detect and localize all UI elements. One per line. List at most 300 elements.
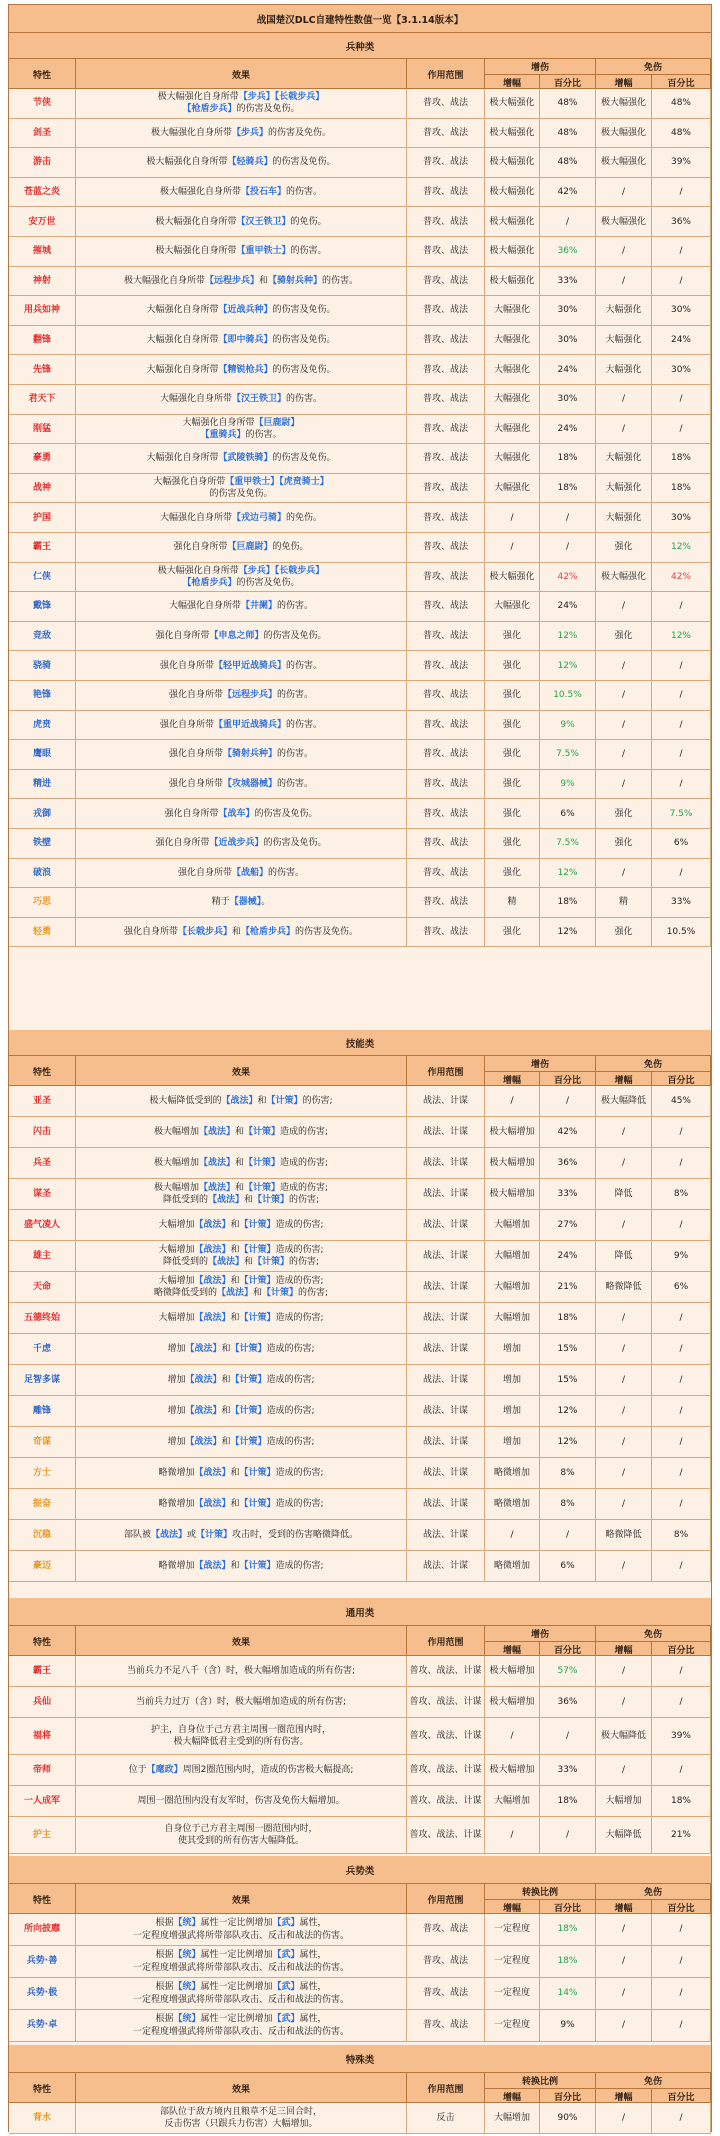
value-ra: / bbox=[621, 2112, 626, 2123]
value-ba: 强化 bbox=[502, 808, 521, 819]
cell-rp bbox=[652, 326, 711, 355]
cell-bp bbox=[540, 474, 596, 503]
value-ra: 大幅强化 bbox=[605, 483, 642, 494]
cell-ba bbox=[485, 1978, 540, 2009]
cell-bp bbox=[540, 1427, 596, 1457]
table-row bbox=[9, 503, 711, 533]
value-ba: 增加 bbox=[502, 1374, 521, 1385]
header-boost-amp: 增幅 bbox=[485, 1899, 540, 1914]
trait-name: 游击 bbox=[32, 157, 51, 168]
table-row bbox=[9, 622, 711, 652]
value-rp: / bbox=[679, 1665, 683, 1676]
trait-name: 神射 bbox=[32, 275, 51, 286]
table-row bbox=[9, 770, 711, 800]
cell-s bbox=[407, 119, 485, 148]
table-row bbox=[9, 1458, 711, 1489]
value-bp: 30% bbox=[557, 335, 578, 346]
value-s: 战法、计谋 bbox=[422, 1095, 468, 1106]
cell-e bbox=[76, 918, 407, 947]
header-reduce: 免伤 bbox=[596, 1626, 711, 1641]
value-ra: 极大幅强化 bbox=[600, 98, 646, 109]
value-s: 普攻、战法、计谋 bbox=[409, 1665, 482, 1676]
trait-name: 盛气凌人 bbox=[23, 1219, 60, 1230]
cell-n bbox=[9, 119, 76, 148]
cell-s bbox=[407, 918, 485, 947]
value-ba: 强化 bbox=[502, 690, 521, 701]
table-row bbox=[9, 1520, 711, 1551]
header-boost: 增伤 bbox=[485, 1626, 596, 1641]
cell-bp bbox=[540, 1489, 596, 1519]
value-s: 普攻、战法 bbox=[422, 1988, 468, 1999]
value-ra: 极大幅降低 bbox=[600, 1095, 646, 1106]
value-ba: 精 bbox=[507, 897, 517, 908]
value-ra: 大幅增加 bbox=[605, 1795, 642, 1806]
value-ra: 强化 bbox=[614, 808, 633, 819]
cell-ra bbox=[596, 1117, 652, 1147]
cell-n bbox=[9, 1148, 76, 1178]
effect-line: 当前兵力不足八千（含）时，极大幅增加造成的所有伤害; bbox=[126, 1665, 356, 1676]
trait-name: 奇谋 bbox=[32, 1436, 51, 1447]
value-s: 普攻、战法 bbox=[422, 364, 468, 375]
cell-s bbox=[407, 1687, 485, 1717]
value-s: 战法、计谋 bbox=[422, 1312, 468, 1323]
effect-line: 大幅强化自身所带【精锐枪兵】的伤害及免伤。 bbox=[146, 364, 336, 375]
trait-name: 节侠 bbox=[32, 98, 51, 109]
value-s: 战法、计谋 bbox=[422, 1157, 468, 1168]
value-bp: 18% bbox=[557, 1924, 578, 1935]
cell-ba bbox=[485, 2103, 540, 2133]
value-ba: 大幅增加 bbox=[493, 1250, 530, 1261]
effect-line: 极大幅强化自身所带【步兵】【长戟步兵】 bbox=[157, 92, 325, 103]
header-boost-amp: 增幅 bbox=[485, 2088, 540, 2103]
cell-bp bbox=[540, 1086, 596, 1116]
cell-s bbox=[407, 237, 485, 266]
cell-e bbox=[76, 2103, 407, 2133]
value-bp: 48% bbox=[557, 157, 578, 168]
value-ba: 大幅增加 bbox=[493, 1312, 530, 1323]
cell-ba bbox=[485, 1210, 540, 1240]
cell-e bbox=[76, 711, 407, 740]
value-ba: 大幅强化 bbox=[493, 335, 530, 346]
effect-line: 极大幅强化自身所带【汉王铁卫】的免伤。 bbox=[155, 216, 327, 227]
trait-name: 铁壁 bbox=[32, 838, 51, 849]
cell-s bbox=[407, 681, 485, 710]
value-ba: 极大幅强化 bbox=[489, 275, 535, 286]
cell-e bbox=[76, 148, 407, 177]
table-row bbox=[9, 1755, 711, 1786]
value-ba: 增加 bbox=[502, 1405, 521, 1416]
trait-name: 亚圣 bbox=[32, 1095, 51, 1106]
cell-ba bbox=[485, 503, 540, 532]
cell-s bbox=[407, 740, 485, 769]
cell-rp bbox=[652, 1914, 711, 1945]
cell-ra bbox=[596, 1334, 652, 1364]
value-rp: / bbox=[679, 1560, 683, 1571]
cell-ra bbox=[596, 119, 652, 148]
cell-bp bbox=[540, 533, 596, 562]
trait-name: 刚猛 bbox=[32, 423, 51, 434]
table-row bbox=[9, 1179, 711, 1210]
value-ba: 极大幅增加 bbox=[489, 1126, 535, 1137]
cell-ra bbox=[596, 355, 652, 384]
value-ba: 大幅增加 bbox=[493, 1795, 530, 1806]
table-row bbox=[9, 1817, 711, 1854]
cell-s bbox=[407, 888, 485, 917]
effect-line: 极大幅强化自身所带【步兵】的伤害及免伤。 bbox=[150, 127, 332, 138]
cell-e bbox=[76, 651, 407, 680]
cell-e bbox=[76, 1427, 407, 1457]
value-s: 普攻、战法 bbox=[422, 335, 468, 346]
value-ra: / bbox=[621, 246, 626, 257]
table-header bbox=[9, 59, 711, 89]
value-rp: 10.5% bbox=[666, 927, 696, 938]
cell-s bbox=[407, 829, 485, 858]
value-ba: 极大幅增加 bbox=[489, 1665, 535, 1676]
value-rp: 12% bbox=[670, 542, 691, 553]
cell-rp bbox=[652, 1210, 711, 1240]
effect-line: 强化自身所带【攻城器械】的伤害。 bbox=[168, 779, 314, 790]
value-s: 普攻、战法、计谋 bbox=[409, 1829, 482, 1840]
cell-s bbox=[407, 859, 485, 888]
value-bp: 18% bbox=[557, 897, 578, 908]
cell-e bbox=[76, 888, 407, 917]
cell-rp bbox=[652, 237, 711, 266]
trait-name: 剑圣 bbox=[32, 127, 51, 138]
trait-name: 福将 bbox=[32, 1730, 51, 1741]
cell-n bbox=[9, 237, 76, 266]
value-s: 普攻、战法 bbox=[422, 216, 468, 227]
value-s: 普攻、战法 bbox=[422, 660, 468, 671]
cell-rp bbox=[652, 207, 711, 236]
value-s: 战法、计谋 bbox=[422, 1467, 468, 1478]
cell-rp bbox=[652, 1241, 711, 1271]
cell-ba bbox=[485, 1520, 540, 1550]
cell-s bbox=[407, 1086, 485, 1116]
value-bp: / bbox=[565, 1829, 570, 1840]
trait-name: 兵势·极 bbox=[26, 1988, 58, 1999]
cell-bp bbox=[540, 1148, 596, 1178]
effect-line: 极大幅强化自身所带【重甲铁士】的伤害。 bbox=[155, 246, 327, 257]
cell-n bbox=[9, 622, 76, 651]
value-ba: 极大幅增加 bbox=[489, 1157, 535, 1168]
cell-bp bbox=[540, 2010, 596, 2041]
effect-line: 强化自身所带【战船】的伤害。 bbox=[177, 867, 305, 878]
value-bp: 12% bbox=[557, 1436, 578, 1447]
value-rp: 7.5% bbox=[669, 808, 693, 819]
cell-ra bbox=[596, 148, 652, 177]
value-bp: 30% bbox=[557, 305, 578, 316]
cell-n bbox=[9, 592, 76, 621]
value-ba: 大幅强化 bbox=[493, 394, 530, 405]
cell-n bbox=[9, 859, 76, 888]
cell-e bbox=[76, 1396, 407, 1426]
value-ba: 略微增加 bbox=[493, 1560, 530, 1571]
trait-name: 闪击 bbox=[32, 1126, 51, 1137]
value-bp: 42% bbox=[557, 1126, 578, 1137]
cell-s bbox=[407, 1458, 485, 1488]
cell-bp bbox=[540, 355, 596, 384]
cell-ba bbox=[485, 1914, 540, 1945]
value-ra: / bbox=[621, 1764, 626, 1775]
table-row bbox=[9, 1718, 711, 1755]
value-bp: 27% bbox=[557, 1219, 578, 1230]
cell-e bbox=[76, 2010, 407, 2041]
cell-s bbox=[407, 1755, 485, 1785]
value-rp: / bbox=[679, 423, 683, 434]
value-s: 普攻、战法、计谋 bbox=[409, 1730, 482, 1741]
header-effect: 效果 bbox=[76, 1626, 407, 1656]
value-rp: 39% bbox=[670, 1730, 691, 1741]
value-rp: 8% bbox=[673, 1529, 689, 1540]
cell-bp bbox=[540, 770, 596, 799]
value-s: 普攻、战法 bbox=[422, 601, 468, 612]
cell-e bbox=[76, 770, 407, 799]
table-row bbox=[9, 533, 711, 563]
value-bp: 10.5% bbox=[553, 690, 582, 701]
cell-ra bbox=[596, 1148, 652, 1178]
header-reduce: 免伤 bbox=[596, 2073, 711, 2088]
cell-n bbox=[9, 1365, 76, 1395]
value-rp: 42% bbox=[670, 571, 691, 582]
cell-s bbox=[407, 1551, 485, 1581]
value-s: 普攻、战法 bbox=[422, 838, 468, 849]
header-reduce: 免伤 bbox=[596, 1884, 711, 1899]
cell-e bbox=[76, 1946, 407, 1977]
cell-s bbox=[407, 1520, 485, 1550]
cell-ba bbox=[485, 385, 540, 414]
cell-e bbox=[76, 1303, 407, 1333]
cell-ba bbox=[485, 1687, 540, 1717]
cell-ba bbox=[485, 1396, 540, 1426]
value-s: 战法、计谋 bbox=[422, 1188, 468, 1199]
value-bp: 6% bbox=[560, 1560, 575, 1571]
section-title: 特殊类 bbox=[9, 2045, 711, 2073]
effect-line: 根据【统】属性一定比例增加【武】属性， bbox=[155, 1950, 327, 1961]
cell-n bbox=[9, 1396, 76, 1426]
cell-ba bbox=[485, 355, 540, 384]
cell-ba bbox=[485, 1489, 540, 1519]
value-rp: 30% bbox=[670, 364, 691, 375]
trait-name: 谋圣 bbox=[32, 1188, 51, 1199]
cell-rp bbox=[652, 1978, 711, 2009]
cell-ba bbox=[485, 918, 540, 947]
effect-line: 强化自身所带【近战步兵】的伤害及免伤。 bbox=[155, 838, 327, 849]
value-bp: 90% bbox=[557, 2112, 578, 2123]
cell-ba bbox=[485, 1718, 540, 1754]
value-bp: 48% bbox=[557, 98, 578, 109]
cell-ra bbox=[596, 711, 652, 740]
cell-ra bbox=[596, 1303, 652, 1333]
value-ba: 极大幅强化 bbox=[489, 187, 535, 198]
cell-ra bbox=[596, 1687, 652, 1717]
cell-n bbox=[9, 1786, 76, 1816]
value-rp: / bbox=[679, 749, 683, 760]
cell-ba bbox=[485, 1551, 540, 1581]
value-ba: 强化 bbox=[502, 719, 521, 730]
value-s: 普攻、战法 bbox=[422, 927, 468, 938]
value-bp: 33% bbox=[557, 275, 578, 286]
cell-ba bbox=[485, 859, 540, 888]
value-ba: 大幅强化 bbox=[493, 305, 530, 316]
table-row bbox=[9, 1241, 711, 1272]
value-rp: / bbox=[679, 690, 683, 701]
table-row bbox=[9, 1210, 711, 1241]
value-ra: / bbox=[621, 1312, 626, 1323]
table-row bbox=[9, 207, 711, 237]
cell-n bbox=[9, 740, 76, 769]
effect-line: 极大幅强化自身所带【投石车】的伤害。 bbox=[159, 187, 323, 198]
value-bp: 36% bbox=[557, 1157, 578, 1168]
cell-bp bbox=[540, 207, 596, 236]
cell-rp bbox=[652, 711, 711, 740]
section-title: 兵势类 bbox=[9, 1856, 711, 1884]
cell-rp bbox=[652, 1303, 711, 1333]
cell-rp bbox=[652, 563, 711, 592]
effect-line: 大幅强化自身所带【巨鹿尉】 bbox=[182, 417, 300, 428]
value-ra: / bbox=[621, 1405, 626, 1416]
cell-s bbox=[407, 296, 485, 325]
value-rp: 30% bbox=[670, 305, 691, 316]
cell-rp bbox=[652, 888, 711, 917]
cell-n bbox=[9, 888, 76, 917]
value-bp: 48% bbox=[557, 127, 578, 138]
value-s: 普攻、战法 bbox=[422, 1956, 468, 1967]
value-ra: 大幅强化 bbox=[605, 335, 642, 346]
value-bp: 12% bbox=[557, 1405, 578, 1416]
table-row bbox=[9, 740, 711, 770]
cell-bp bbox=[540, 711, 596, 740]
value-rp: / bbox=[679, 246, 683, 257]
cell-ra bbox=[596, 592, 652, 621]
cell-e bbox=[76, 296, 407, 325]
table-row bbox=[9, 1656, 711, 1687]
cell-e bbox=[76, 1489, 407, 1519]
value-bp: 8% bbox=[560, 1467, 575, 1478]
effect-line: 略微增加【战法】和【计策】造成的伤害; bbox=[158, 1498, 324, 1509]
effect-line: 极大幅强化自身所带【远程步兵】和【骑射兵种】的伤害。 bbox=[123, 275, 359, 286]
data-table bbox=[8, 4, 712, 2132]
cell-ra bbox=[596, 1946, 652, 1977]
value-ba: 强化 bbox=[502, 927, 521, 938]
cell-ba bbox=[485, 1755, 540, 1785]
effect-line: 增加【战法】和【计策】造成的伤害; bbox=[167, 1436, 315, 1447]
cell-ba bbox=[485, 1656, 540, 1686]
table-row bbox=[9, 1687, 711, 1718]
cell-s bbox=[407, 1786, 485, 1816]
effect-line: 大幅强化自身所带【即中骑兵】的伤害及免伤。 bbox=[146, 335, 336, 346]
cell-ra bbox=[596, 178, 652, 207]
trait-name: 振奋 bbox=[32, 1498, 51, 1509]
cell-ba bbox=[485, 1148, 540, 1178]
cell-ra bbox=[596, 829, 652, 858]
value-s: 普攻、战法、计谋 bbox=[409, 1795, 482, 1806]
value-s: 战法、计谋 bbox=[422, 1560, 468, 1571]
cell-rp bbox=[652, 1687, 711, 1717]
value-s: 战法、计谋 bbox=[422, 1250, 468, 1261]
value-bp: / bbox=[565, 1529, 570, 1540]
cell-bp bbox=[540, 2103, 596, 2133]
value-ra: / bbox=[621, 1343, 626, 1354]
cell-e bbox=[76, 474, 407, 503]
header-boost-pct: 百分比 bbox=[540, 1071, 596, 1086]
value-ra: / bbox=[621, 867, 626, 878]
table-row bbox=[9, 592, 711, 622]
value-ra: 降低 bbox=[614, 1188, 633, 1199]
cell-rp bbox=[652, 1427, 711, 1457]
value-rp: / bbox=[679, 779, 683, 790]
header-reduce-amp: 增幅 bbox=[596, 1071, 652, 1086]
value-s: 普攻、战法 bbox=[422, 483, 468, 494]
cell-s bbox=[407, 2103, 485, 2133]
value-s: 战法、计谋 bbox=[422, 1498, 468, 1509]
effect-line: 强化自身所带【巨鹿尉】的免伤。 bbox=[173, 542, 309, 553]
cell-n bbox=[9, 1117, 76, 1147]
value-rp: / bbox=[679, 1956, 683, 1967]
cell-s bbox=[407, 444, 485, 473]
header-boost-amp: 增幅 bbox=[485, 1071, 540, 1086]
value-rp: / bbox=[679, 187, 683, 198]
cell-e bbox=[76, 1272, 407, 1302]
value-rp: / bbox=[679, 1157, 683, 1168]
effect-line: 强化自身所带【申息之师】的伤害及免伤。 bbox=[155, 631, 327, 642]
value-rp: 48% bbox=[670, 98, 691, 109]
cell-e bbox=[76, 1687, 407, 1717]
cell-rp bbox=[652, 1755, 711, 1785]
cell-bp bbox=[540, 888, 596, 917]
cell-e bbox=[76, 1241, 407, 1271]
value-ra: 强化 bbox=[614, 631, 633, 642]
value-s: 普攻、战法 bbox=[422, 867, 468, 878]
value-rp: / bbox=[679, 1467, 683, 1478]
trait-name: 帝师 bbox=[32, 1764, 51, 1775]
cell-n bbox=[9, 385, 76, 414]
trait-name: 精进 bbox=[32, 779, 51, 790]
table-row bbox=[9, 1086, 711, 1117]
value-bp: 18% bbox=[557, 483, 578, 494]
cell-rp bbox=[652, 1718, 711, 1754]
effect-line: 反击伤害（只跟兵力伤害）大幅增加。 bbox=[164, 2119, 318, 2129]
cell-bp bbox=[540, 326, 596, 355]
cell-bp bbox=[540, 859, 596, 888]
cell-s bbox=[407, 563, 485, 592]
value-s: 普攻、战法 bbox=[422, 157, 468, 168]
value-bp: 36% bbox=[557, 246, 578, 257]
cell-bp bbox=[540, 1817, 596, 1853]
value-ba: 增加 bbox=[502, 1436, 521, 1447]
cell-e bbox=[76, 1755, 407, 1785]
cell-ra bbox=[596, 1978, 652, 2009]
value-rp: / bbox=[679, 1343, 683, 1354]
cell-n bbox=[9, 681, 76, 710]
value-bp: 33% bbox=[557, 1188, 578, 1199]
value-s: 普攻、战法 bbox=[422, 187, 468, 198]
value-ba: / bbox=[510, 542, 514, 553]
cell-e bbox=[76, 799, 407, 828]
cell-ra bbox=[596, 267, 652, 296]
value-rp: 30% bbox=[670, 512, 691, 523]
cell-s bbox=[407, 326, 485, 355]
cell-rp bbox=[652, 503, 711, 532]
cell-ba bbox=[485, 474, 540, 503]
value-ba: 极大幅强化 bbox=[489, 98, 535, 109]
effect-line: 周围一圈范围内没有友军时，伤害及免伤大幅增加。 bbox=[137, 1795, 345, 1806]
trait-name: 戎御 bbox=[32, 808, 51, 819]
cell-rp bbox=[652, 592, 711, 621]
cell-rp bbox=[652, 1489, 711, 1519]
trait-name: 战神 bbox=[32, 483, 51, 494]
table-row bbox=[9, 178, 711, 208]
header-reduce-pct: 百分比 bbox=[652, 1071, 711, 1086]
